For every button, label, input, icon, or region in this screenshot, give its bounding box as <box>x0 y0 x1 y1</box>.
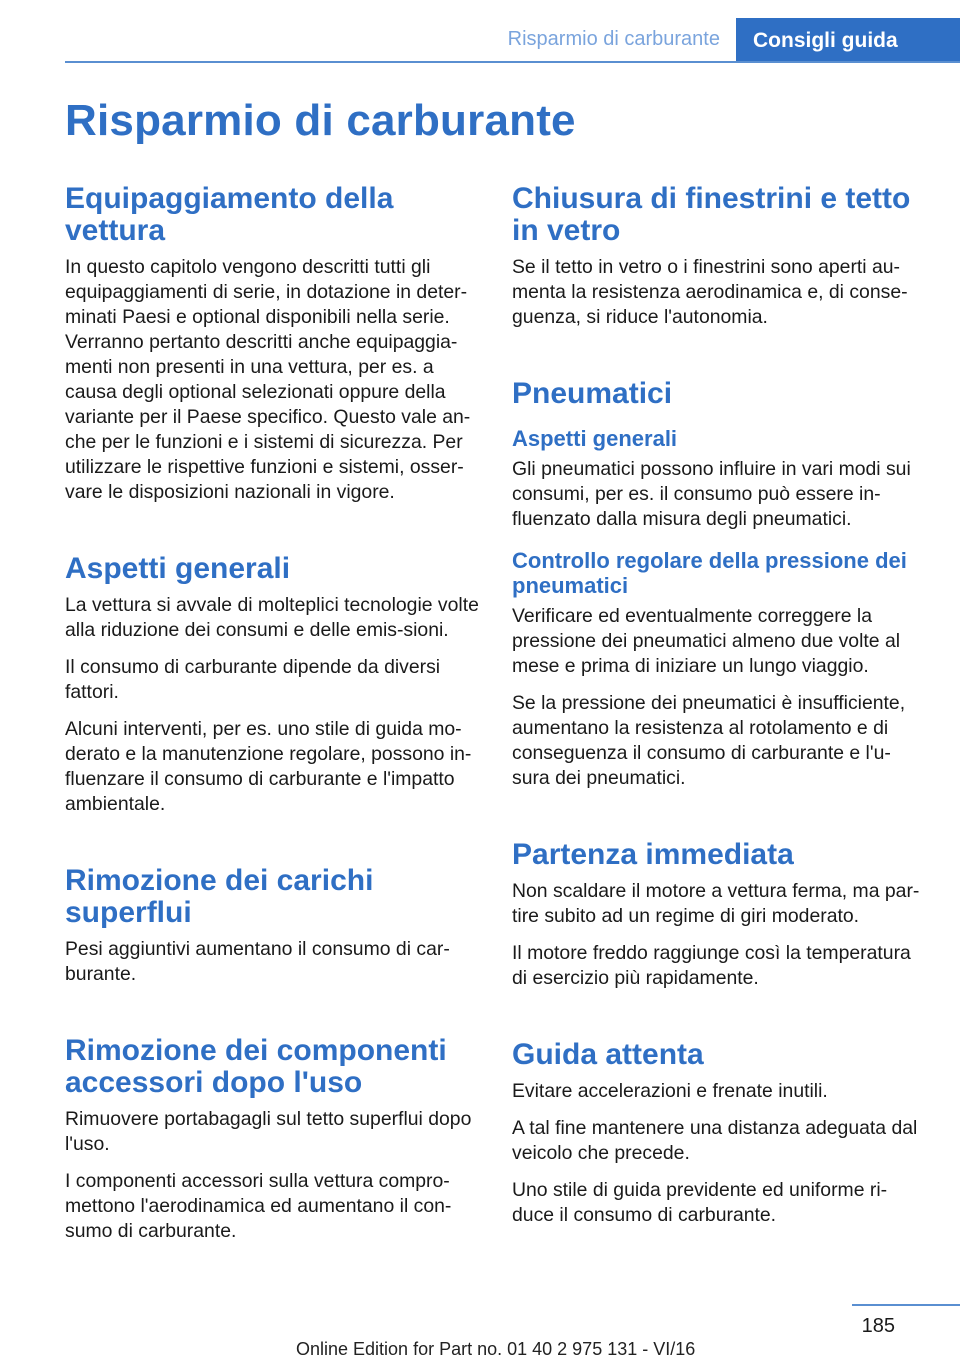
heading-windows: Chiusura di finestrini e tetto in vetro <box>512 182 911 247</box>
paragraph-equipment: In questo capitolo vengono descritti tutti gli equipaggiamenti di serie, in dotazione in deter-minati Paesi e optional disponibili nella serie. Verranno pertanto descritti anche equipaggia-menti non presenti in una vettura, per es. a causa degli optional selezionati oppure della variante per il Paese specifico. Questo vale an-che per le funzioni e i sistemi di sicurezza. Per utilizzare le rispettive funzioni e sistemi, osser-vare le disposizioni nazionali in vigore. <box>65 256 471 503</box>
heading-accessories: Rimozione dei componenti accessori dopo l'uso <box>65 1034 447 1099</box>
header-rule <box>65 61 960 63</box>
paragraph-windows: Se il tetto in vetro o i finestrini sono aperti au-menta la resistenza aerodinamica e, di conse-guenza, si riduce l'autonomia. <box>512 256 908 328</box>
page-number: 185 <box>861 1315 895 1337</box>
heading-driving: Guida attenta <box>512 1038 704 1071</box>
paragraph-driving-2: A tal fine mantenere una distanza adeguata dal veicolo che precede. <box>512 1117 918 1164</box>
header-chapter-tab: Consigli guida <box>736 18 960 63</box>
right-column <box>512 183 927 1240</box>
subheading-tyres-general: Aspetti generali <box>512 426 678 451</box>
heading-tyres: Pneumatici <box>512 377 673 410</box>
paragraph-start-1: Non scaldare il motore a vettura ferma, ma par-tire subito ad un regime di giri moderato. <box>512 880 920 927</box>
heading-equipment: Equipaggiamento della vettura <box>65 182 394 247</box>
paragraph-accessories-1: Rimuovere portabagagli sul tetto superflui dopo l'uso. <box>65 1108 472 1155</box>
page-title: Risparmio di carburante <box>65 96 576 145</box>
paragraph-driving-3: Uno stile di guida previdente ed uniforme ri-duce il consumo di carburante. <box>512 1179 888 1226</box>
paragraph-driving-1: Evitare accelerazioni e frenate inutili. <box>512 1080 828 1102</box>
heading-general: Aspetti generali <box>65 552 291 585</box>
paragraph-start-2: Il motore freddo raggiunge così la temperatura di esercizio più rapidamente. <box>512 942 911 989</box>
left-column <box>65 183 480 1256</box>
paragraph-accessories-2: I componenti accessori sulla vettura compro-mettono l'aerodinamica ed aumentano il con-sumo di carburante. <box>65 1170 452 1242</box>
header-section-title: Risparmio di carburante <box>507 28 720 50</box>
footer-rule <box>852 1304 960 1306</box>
heading-loads: Rimozione dei carichi superflui <box>65 864 374 929</box>
paragraph-tyres-2: Verificare ed eventualmente correggere la pressione dei pneumatici almeno due volte al mese e prima di iniziare un lungo viaggio. <box>512 605 901 677</box>
paragraph-general-3: Alcuni interventi, per es. uno stile di guida mo-derato e la manutenzione regolare, possono in-fluenzare il consumo di carburante e l'impatto ambientale. <box>65 718 472 815</box>
subheading-tyre-pressure: Controllo regolare della pressione dei pneumatici <box>512 548 907 598</box>
paragraph-tyres-1: Gli pneumatici possono influire in vari modi sui consumi, per es. il consumo può essere in-fluenzato dalla misura degli pneumatici. <box>512 458 911 530</box>
paragraph-loads: Pesi aggiuntivi aumentano il consumo di car-burante. <box>65 938 450 985</box>
paragraph-tyres-3: Se la pressione dei pneumatici è insufficiente, aumentano la resistenza al rotolamento e di conseguenza il consumo di carburante e l'u-sura dei pneumatici. <box>512 692 906 789</box>
paragraph-general-1: La vettura si avvale di molteplici tecnologie volte alla riduzione dei consumi e delle emis-sioni. <box>65 594 479 641</box>
footer-edition: Online Edition for Part no. 01 40 2 975 131 - VI/16 <box>296 1339 696 1359</box>
heading-start: Partenza immediata <box>512 838 794 871</box>
paragraph-general-2: Il consumo di carburante dipende da diversi fattori. <box>65 656 441 703</box>
